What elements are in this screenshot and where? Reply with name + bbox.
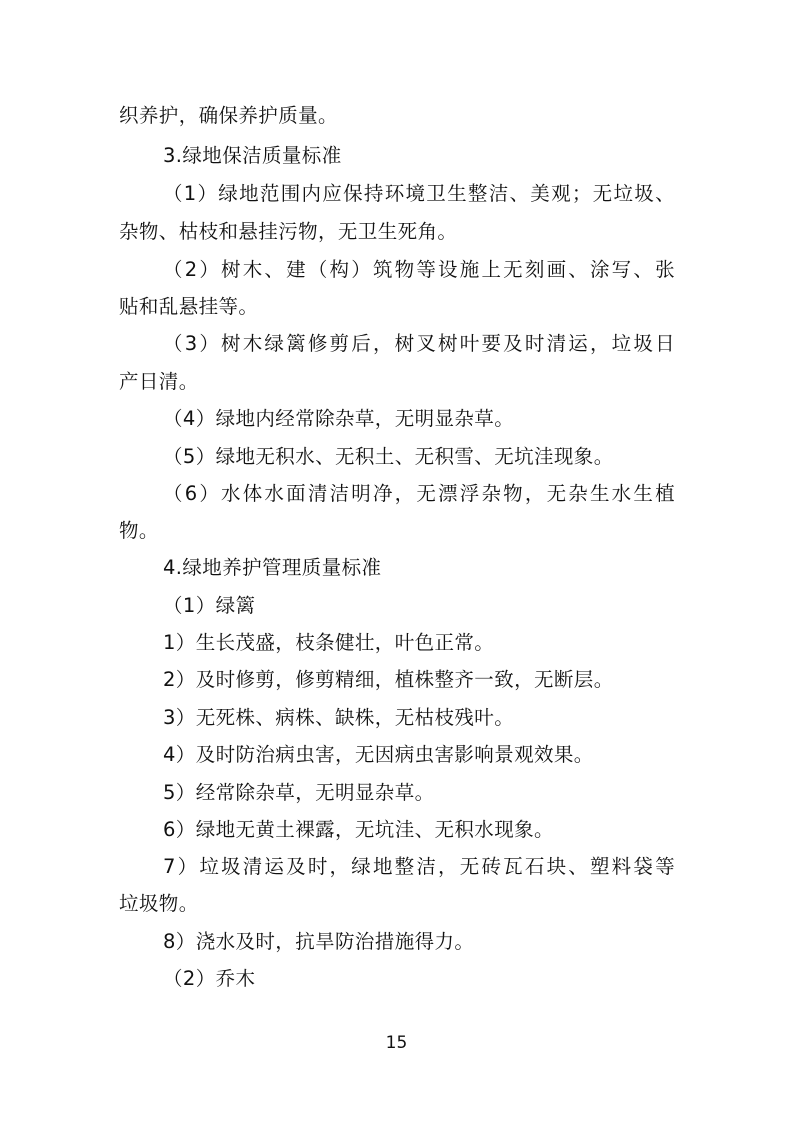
text-line: （3）树木绿篱修剪后，树叉树叶要及时清运，垃圾日 bbox=[163, 332, 675, 355]
text-line: 7）垃圾清运及时，绿地整洁，无砖瓦石块、塑料袋等 bbox=[163, 855, 675, 878]
text-line: 垃圾物。 bbox=[119, 892, 199, 915]
text-line: 3）无死株、病株、缺株，无枯枝残叶。 bbox=[163, 706, 515, 729]
text-line: 8）浇水及时，抗旱防治措施得力。 bbox=[163, 930, 475, 953]
text-line: 1）生长茂盛，枝条健壮，叶色正常。 bbox=[163, 631, 495, 654]
text-line: 杂物、枯枝和悬挂污物，无卫生死角。 bbox=[119, 220, 458, 243]
text-line: 织养护，确保养护质量。 bbox=[119, 104, 338, 127]
section-heading: 3.绿地保洁质量标准 bbox=[163, 144, 342, 167]
text-line: （6）水体水面清洁明净，无漂浮杂物，无杂生水生植 bbox=[163, 482, 675, 505]
text-line: 2）及时修剪，修剪精细，植株整齐一致，无断层。 bbox=[163, 668, 614, 691]
text-line: 产日清。 bbox=[119, 370, 199, 393]
text-line: 贴和乱悬挂等。 bbox=[119, 295, 259, 318]
text-line: 物。 bbox=[119, 519, 159, 542]
text-line: 5）经常除杂草，无明显杂草。 bbox=[163, 781, 435, 804]
text-line: （1）绿地范围内应保持环境卫生整洁、美观；无垃圾、 bbox=[163, 182, 675, 205]
subsection-heading: （2）乔木 bbox=[163, 967, 256, 990]
section-heading: 4.绿地养护管理质量标准 bbox=[163, 556, 382, 579]
page-number: 15 bbox=[385, 1033, 408, 1053]
text-line: 6）绿地无黄土裸露，无坑洼、无积水现象。 bbox=[163, 818, 554, 841]
text-line: 4）及时防治病虫害，无因病虫害影响景观效果。 bbox=[163, 743, 594, 766]
text-line: （5）绿地无积水、无积土、无积雪、无坑洼现象。 bbox=[163, 445, 614, 468]
text-line: （2）树木、建（构）筑物等设施上无刻画、涂写、张 bbox=[163, 258, 675, 281]
subsection-heading: （1）绿篱 bbox=[163, 594, 256, 617]
text-line: （4）绿地内经常除杂草，无明显杂草。 bbox=[163, 407, 515, 430]
